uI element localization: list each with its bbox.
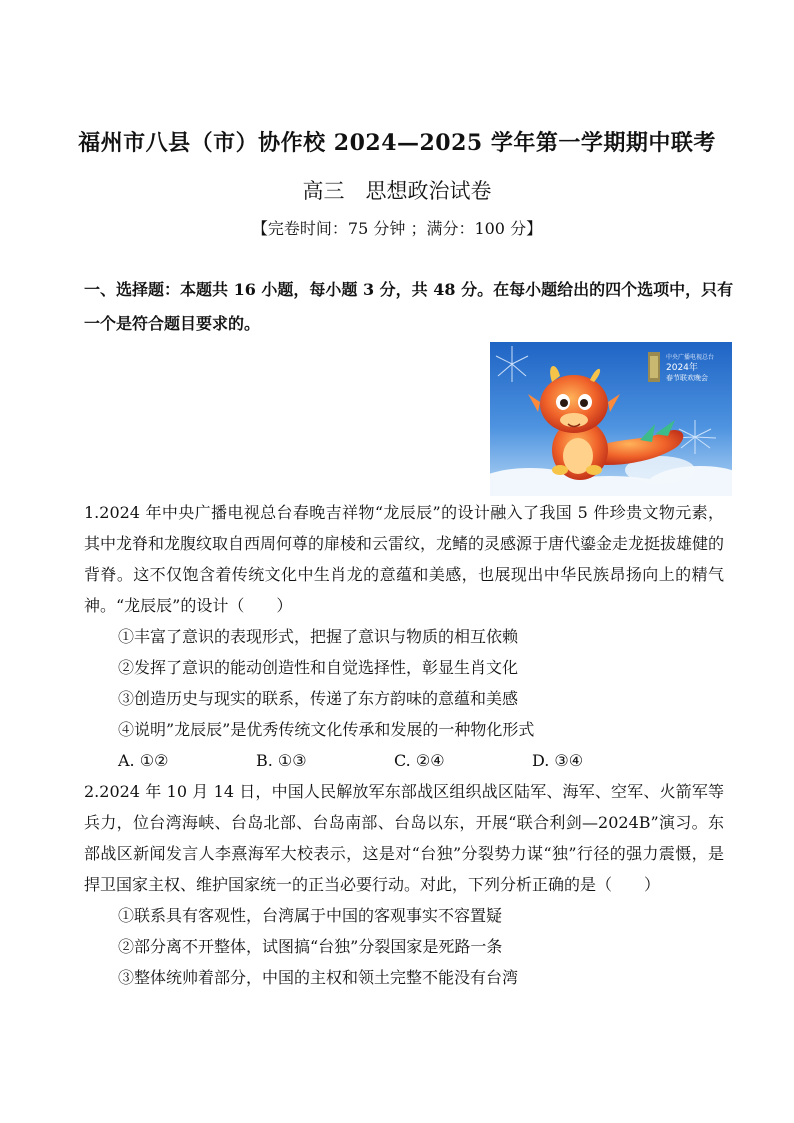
badge-line3: 春节联欢晚会 <box>666 374 708 382</box>
question-1 <box>84 497 724 776</box>
option-3: ③整体统帅着部分，中国的主权和领土完整不能没有台湾 <box>118 968 519 987</box>
exam-subtitle: 高三 思想政治试卷 <box>302 179 492 203</box>
option-1: ①丰富了意识的表现形式，把握了意识与物质的相互依赖 <box>118 627 519 646</box>
option-2: ②发挥了意识的能动创造性和自觉选择性，彰显生肖文化 <box>118 658 519 677</box>
question-stem: 2.2024 年 10 月 14 日，中国人民解放军东部战区组织战区陆军、海军、空军、火箭军等兵力，位台湾海峡、台岛北部、台岛南部、台岛以东，开展“联合利剑—2024B”演习。东部战区新闻发言人李熹海军大校表示，这是对“台独”分裂势力谋“独”行径的强力震慑，是捍卫国家主权、维护国家统一的正当必要行动。对此，下列分析正确的是（ ） <box>84 782 724 894</box>
question-2 <box>84 776 724 993</box>
badge-line2: 2024年 <box>666 363 698 373</box>
option-4: ④说明”龙辰辰”是优秀传统文化传承和发展的一种物化形式 <box>118 720 535 739</box>
option-1: ①联系具有客观性，台湾属于中国的客观事实不容置疑 <box>118 906 503 925</box>
answer-choices <box>84 745 724 776</box>
choice-a: A. ①② <box>118 751 169 770</box>
exam-title: 福州市八县（市）协作校 2024—2025 学年第一学期期中联考 <box>78 130 716 156</box>
choice-b: B. ①③ <box>256 751 307 770</box>
badge-line1: 中央广播电视总台 <box>666 354 715 361</box>
option-2: ②部分离不开整体，试图搞“台独”分裂国家是死路一条 <box>118 937 503 956</box>
gala-badge <box>648 352 660 382</box>
choice-d: D. ③④ <box>532 751 584 770</box>
question-stem: 1.2024 年中央广播电视总台春晚吉祥物“龙辰辰”的设计融入了我国 5 件珍贵文物元素，其中龙脊和龙腹纹取自西周何尊的扉棱和云雷纹，龙鳍的灵感源于唐代鎏金走龙挺拔雄健的背脊。这不仅饱含着传统文化中生肖龙的意蕴和美感，也展现出中华民族昂扬向上的精气神。“龙辰辰”的设计（ ） <box>84 503 725 615</box>
exam-time-score: 【完卷时间：75 分钟 ；满分：100 分】 <box>251 219 543 238</box>
choice-c: C. ②④ <box>394 751 445 770</box>
option-3: ③创造历史与现实的联系，传递了东方韵味的意蕴和美感 <box>118 689 519 708</box>
mascot-illustration <box>490 342 732 496</box>
section-heading: 一、选择题：本题共 16 小题，每小题 3 分，共 48 分。在每小题给出的四个选项中，只有一个是符合题目要求的。 <box>84 280 734 333</box>
mascot-image <box>490 342 732 496</box>
